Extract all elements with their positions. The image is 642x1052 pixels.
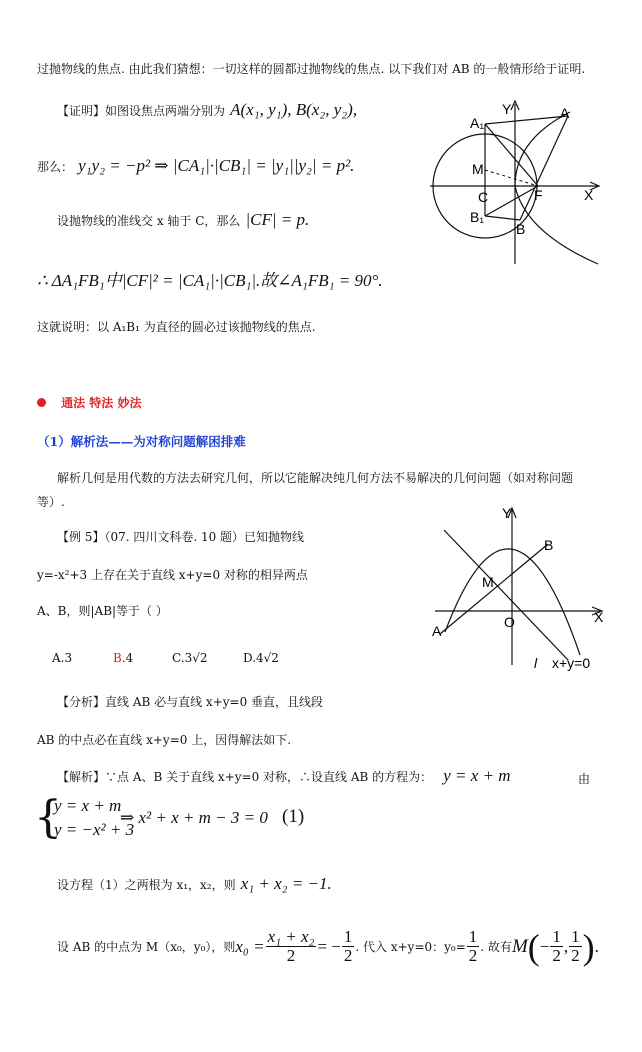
point-m-neg: − [539, 936, 550, 956]
option-b-value: .4 [121, 651, 134, 665]
proof-directrix-text: 设抛物线的准线交 x 轴于 C，那么 [57, 214, 241, 228]
system-result: ⇒ x² + x + m − 3 = 0 [120, 808, 268, 827]
fig2-label-x: X [594, 609, 604, 625]
fig1-label-b1: B₁ [470, 209, 485, 225]
intro-text: 过抛物线的焦点. 由此我们猜想：一切这样的圆都过抛物线的焦点. 以下我们对 AB 的一般情形给于证明. [37, 62, 586, 76]
fig1-label-x: X [584, 187, 594, 203]
option-c: C.3√2 [172, 651, 208, 665]
proof-directrix-line [57, 210, 309, 230]
option-b-letter: B [113, 651, 122, 665]
proof-directrix-expr: |CF| = p. [245, 210, 310, 229]
parabola-focus-figure [420, 92, 620, 272]
option-a: A.3 [52, 651, 73, 665]
point-m-x-fraction [550, 928, 563, 965]
fig1-label-b: B [516, 221, 526, 237]
midpoint-line: 设 AB 的中点为 M（x₀，y₀），则 x₀ = $\frac{\text{x₁ + x₂}}{2}$ = − $\frac{1}{2}$ . 代入 x+y=0：y₀= $\frac{1}{2}$ . 故有 M ( − $\frac{1}{2}$ , $\frac{1}{2}$ ) . [57, 926, 599, 967]
midpoint-fraction [266, 928, 317, 965]
proof-endpoints-expr: A(x₁, y₁), B(x₂, y₂), [230, 100, 358, 119]
fig1-label-y: Y [502, 101, 512, 117]
option-d: D.4√2 [243, 651, 279, 665]
example-head: 【例 5】（07. 四川文科卷. 10 题）已知抛物线 [57, 530, 305, 544]
y0-numerator: 1 [468, 927, 478, 946]
fig2-label-m: M [482, 574, 494, 590]
system-bottom: y = −x² + 3 [54, 820, 135, 839]
fig1-label-f: F [534, 187, 543, 203]
example-line2: y=-x²+3 上存在关于直线 x+y=0 对称的相异两点 [37, 568, 308, 582]
y0-fraction [467, 928, 480, 965]
point-m-y-den: 2 [571, 946, 580, 965]
fig2-label-a: A [432, 623, 442, 639]
fig2-label-o: O [504, 614, 515, 630]
midpoint-x0: x₀ = [235, 936, 265, 956]
solution-intro: 【解析】∵点 A、B 关于直线 x+y=0 对称，∴设直线 AB 的方程为： [57, 770, 433, 784]
system-top: y = x + m [54, 796, 122, 815]
fig2-label-line-eq: x+y=0 [552, 655, 591, 671]
midpoint-result-text: . 故有 [480, 940, 512, 954]
fig1-label-m: M [472, 161, 484, 177]
section-heading [37, 392, 141, 411]
half-numerator: 1 [343, 927, 353, 946]
analysis-line1: 【分析】直线 AB 必与直线 x+y=0 垂直，且线段 [57, 695, 324, 709]
proof-line [57, 100, 357, 120]
solution-line-eq: y = x + m [443, 766, 511, 785]
fig2-label-l: l [534, 655, 538, 671]
half-fraction [342, 928, 355, 965]
point-m-x-den: 2 [552, 946, 561, 965]
point-m-comma: , [563, 936, 569, 956]
solution-you: 由 [578, 772, 591, 786]
proof-then-expr: y₁y₂ = −p² ⇒ |CA₁|·|CB₁| = |y₁||y₂| = p². [78, 156, 355, 175]
point-m-y-num: 1 [571, 927, 580, 946]
proof-label: 【证明】如图设焦点两端分别为 [57, 104, 226, 118]
proof-therefore: ∴ ΔA₁FB₁中|CF|² = |CA₁|·|CB₁|.故∠A₁FB₁ = 90°. [37, 271, 383, 290]
midpoint-text: 设 AB 的中点为 M（x₀，y₀），则 [57, 940, 236, 954]
fraction-denominator: 2 [286, 946, 296, 965]
solution-line1 [57, 766, 511, 786]
fig2-label-y: Y [502, 505, 512, 521]
section-description: 解析几何是用代数的方法去研究几何，所以它能解决纯几何方法不易解决的几何问题（如对称问题等）. [37, 471, 574, 509]
roots-text: 设方程（1）之两根为 x₁，x₂，则 [57, 878, 236, 892]
midpoint-equals: = − [317, 936, 341, 956]
proof-then-label: 那么： [37, 160, 74, 174]
option-b [113, 651, 133, 665]
system-brace: { [34, 792, 62, 843]
section-title: 通法 特法 妙法 [61, 396, 142, 410]
half-denominator: 2 [343, 946, 353, 965]
fig1-label-a1: A₁ [470, 115, 485, 131]
proof-then-line [37, 156, 354, 176]
section-subtitle: （1）解析法——为对称问题解困排难 [37, 434, 246, 449]
analysis-line2: AB 的中点必在直线 x+y=0 上，因得解法如下. [37, 733, 292, 747]
point-m-y-fraction [569, 928, 582, 965]
example-line3: A、B，则|AB|等于（ ） [37, 604, 168, 618]
symmetric-points-figure [430, 500, 620, 680]
fig1-label-a: A [560, 105, 570, 121]
bullet-icon [37, 398, 46, 407]
y0-denominator: 2 [468, 946, 478, 965]
midpoint-substitute: . 代入 x+y=0：y₀= [355, 940, 466, 954]
roots-expr: x₁ + x₂ = −1. [240, 874, 332, 893]
fraction-numerator: x₁ + x₂ [267, 927, 315, 946]
proof-conclusion: 这就说明：以 A₁B₁ 为直径的圆必过该抛物线的焦点. [37, 320, 316, 334]
point-m-x-num: 1 [552, 927, 561, 946]
fig1-label-c: C [478, 189, 489, 205]
equation-tag: (1) [282, 806, 305, 827]
roots-line [57, 874, 332, 894]
point-m-label: M [511, 935, 528, 957]
fig2-label-b: B [544, 537, 554, 553]
